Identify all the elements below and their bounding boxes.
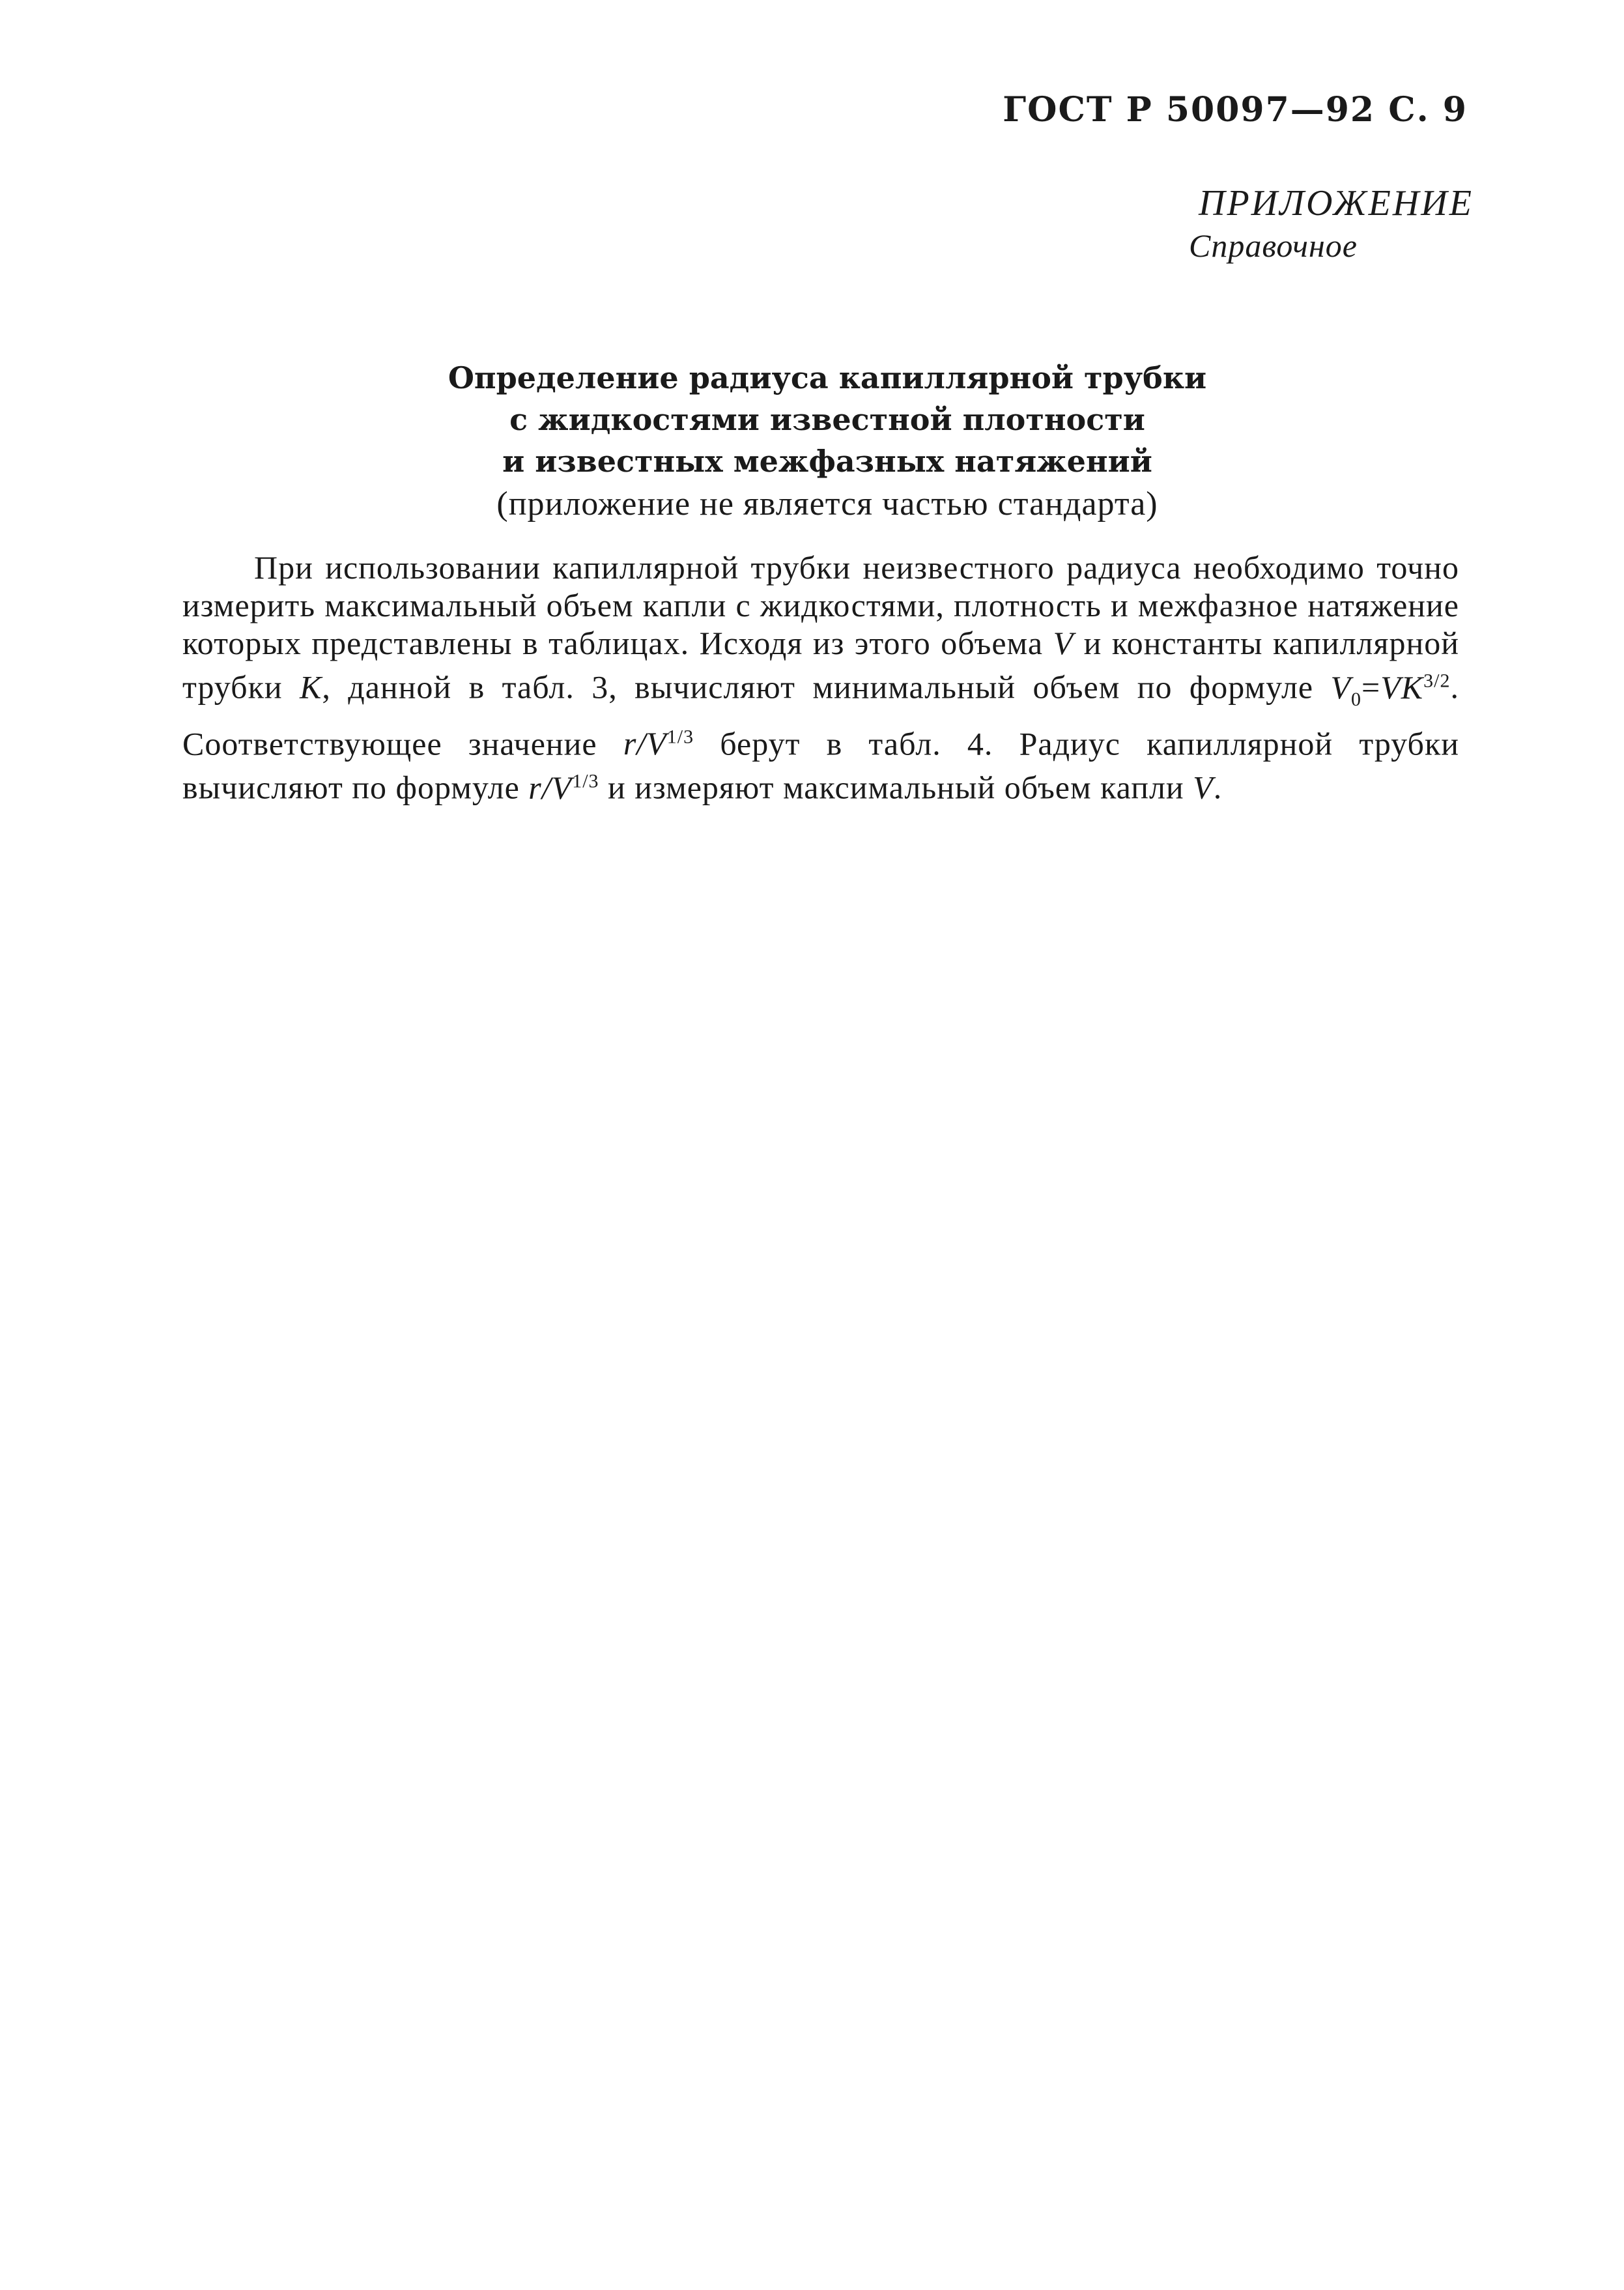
body-text-segment: . Соответствующее значение (182, 668, 1459, 762)
body-text-segment: При использовании капиллярной трубки неизвестного радиуса необходимо точно измерить максимальный объем капли с жидкостями, плотность и межфазное натяжение которых представлены в таблицах. Исходя из этого объема (182, 549, 1459, 661)
title-line-2: с жидкостями известной плотности (509, 402, 1145, 437)
page-header: ГОСТ Р 50097—92 С. 9 (1003, 90, 1468, 130)
appendix-label: ПРИЛОЖЕНИЕ (1199, 183, 1474, 223)
body-text-segment: , данной в табл. 3, вычисляют минимальный объем по формуле (322, 668, 1331, 706)
body-text-segment: берут в табл. 4. Радиус капиллярной трубки вычисляют по формуле (182, 725, 1460, 806)
body-paragraph (182, 549, 1459, 807)
body-text-segment: и измеряют максимальный объем капли (599, 769, 1193, 806)
formula-ratio-2: $r/V^{1/3}$ (528, 769, 599, 806)
variable-v: V (1193, 769, 1214, 806)
appendix-type: Справочное (1189, 227, 1358, 264)
title-line-3: и известных межфазных натяжений (502, 444, 1152, 479)
variable-k: K (300, 668, 322, 706)
variable-v: V (1053, 625, 1074, 661)
title-note: (приложение не является частью стандарта) (496, 485, 1158, 522)
section-title (182, 357, 1472, 526)
body-text-segment: и константы капиллярной трубки (182, 625, 1460, 706)
body-text-segment: . (1213, 769, 1223, 806)
title-line-1: Определение радиуса капиллярной трубки (448, 360, 1207, 395)
formula-ratio: $r/V^{1/3}$ (623, 725, 694, 762)
formula-min-volume: $V_0=VK^{3/2}$ (1330, 668, 1451, 710)
